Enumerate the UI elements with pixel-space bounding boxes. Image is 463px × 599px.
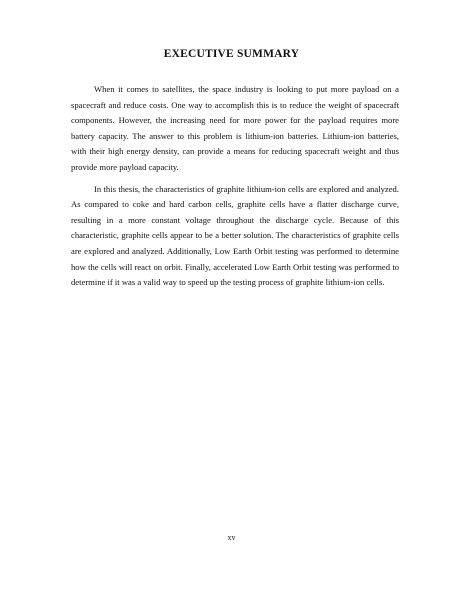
page-number: xv [227,533,236,542]
summary-body [71,82,399,297]
summary-paragraph-1: When it comes to satellites, the space industry is looking to put more payload on a spacecraft and reduce costs. One way to accomplish this is to reduce the weight of spacecraft components. However, the increasing need for more power for the payload requires more battery capacity. The answer to this problem is lithium-ion batteries. Lithium-ion batteries, with their high energy density, can provide a means for reducing spacecraft weight and thus provide more payload capacity. [71,84,399,172]
summary-paragraph-2: In this thesis, the characteristics of graphite lithium-ion cells are explored and analyzed. As compared to coke and hard carbon cells, graphite cells have a flatter discharge curve, resulting in a more constant voltage throughout the discharge cycle. Because of this characteristic, graphite cells appear to be a better solution. The characteristics of graphite cells are explored and analyzed. Additionally, Low Earth Orbit testing was performed to determine how the cells will react on orbit. Finally, accelerated Low Earth Orbit testing was performed to determine if it was a valid way to speed up the testing process of graphite lithium-ion cells. [71,183,399,288]
page-title: EXECUTIVE SUMMARY [163,48,300,60]
